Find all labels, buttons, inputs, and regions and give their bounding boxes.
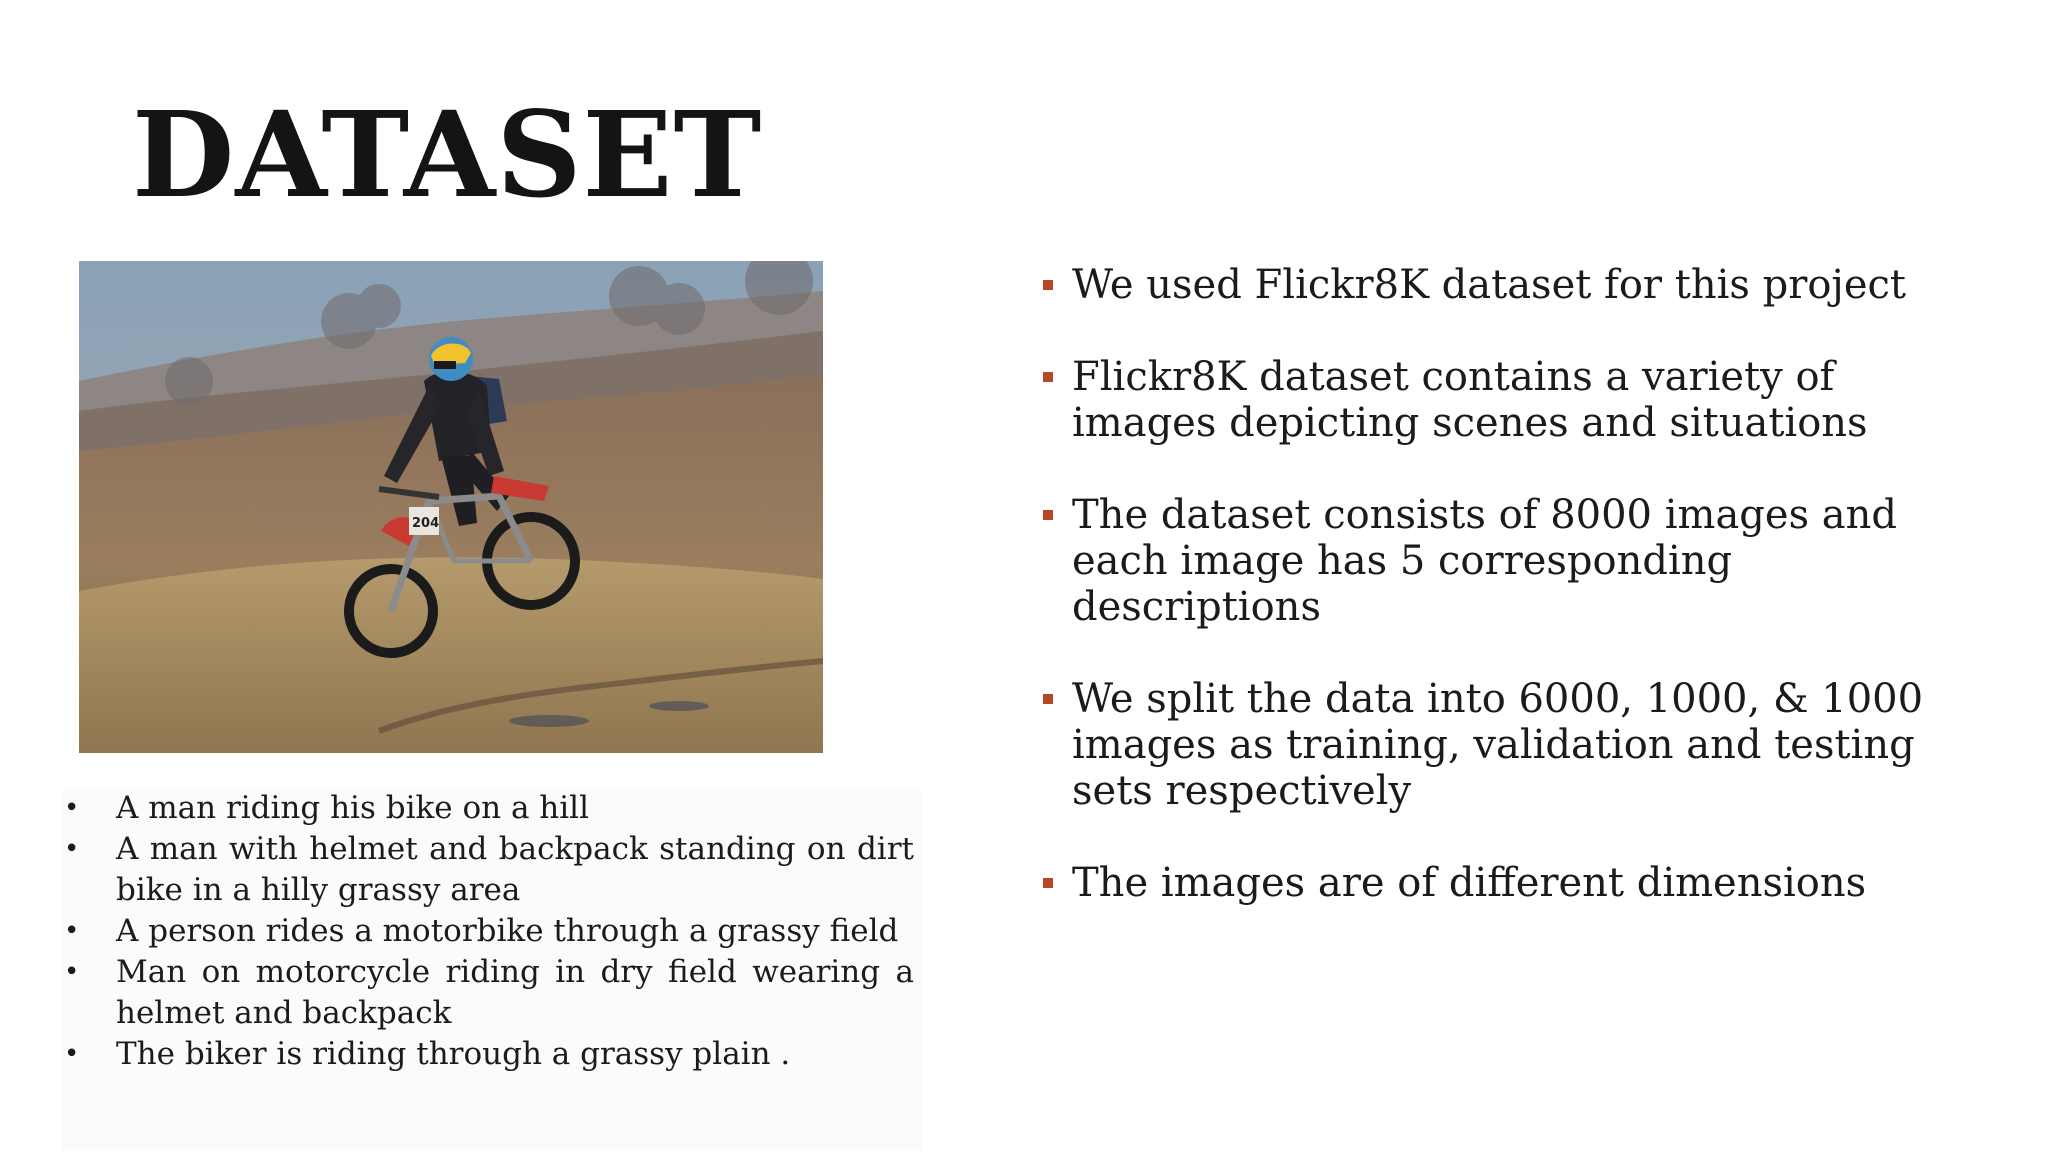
- bullet-text: We split the data into 6000, 1000, & 1000 images as training, validation and testing sets respectively: [1072, 676, 1924, 814]
- dataset-facts-list: [1040, 262, 1970, 952]
- bullet-text: The dataset consists of 8000 images and each image has 5 corresponding descriptions: [1072, 492, 1898, 630]
- bullet-dot-icon: •: [64, 916, 80, 946]
- square-bullet-icon: [1043, 510, 1053, 520]
- list-item: [62, 829, 914, 911]
- list-item: [1040, 860, 1970, 906]
- caption-panel: [62, 788, 922, 1150]
- bullet-dot-icon: •: [64, 834, 80, 864]
- bullet-text: We used Flickr8K dataset for this project: [1072, 262, 1906, 308]
- list-item: [1040, 676, 1970, 814]
- list-item: [1040, 262, 1970, 308]
- list-item: [1040, 354, 1970, 446]
- list-item: [62, 952, 914, 1034]
- dataset-sample-photo: [79, 261, 823, 753]
- square-bullet-icon: [1043, 694, 1053, 704]
- bib-number: 204: [412, 516, 440, 531]
- square-bullet-icon: [1043, 372, 1053, 382]
- square-bullet-icon: [1043, 878, 1053, 888]
- bullet-text: The images are of different dimensions: [1072, 860, 1867, 906]
- caption-text: A person rides a motorbike through a grassy field: [116, 913, 899, 949]
- caption-text: The biker is riding through a grassy plain .: [116, 1036, 791, 1072]
- list-item: [62, 788, 914, 829]
- bullet-dot-icon: •: [64, 957, 80, 987]
- slide-title: DATASET: [132, 85, 763, 224]
- list-item: [62, 911, 914, 952]
- caption-list: [62, 788, 922, 1075]
- motocross-rider-photo-icon: [79, 261, 823, 753]
- caption-text: A man riding his bike on a hill: [116, 790, 590, 826]
- caption-text: A man with helmet and backpack standing on dirt bike in a hilly grassy area: [116, 831, 914, 908]
- square-bullet-icon: [1043, 280, 1053, 290]
- bullet-dot-icon: •: [64, 1039, 80, 1069]
- caption-text: Man on motorcycle riding in dry field wearing a helmet and backpack: [116, 954, 914, 1031]
- list-item: [1040, 492, 1970, 630]
- list-item: [62, 1034, 914, 1075]
- bullet-text: Flickr8K dataset contains a variety of images depicting scenes and situations: [1072, 354, 1868, 446]
- bullet-dot-icon: •: [64, 793, 80, 823]
